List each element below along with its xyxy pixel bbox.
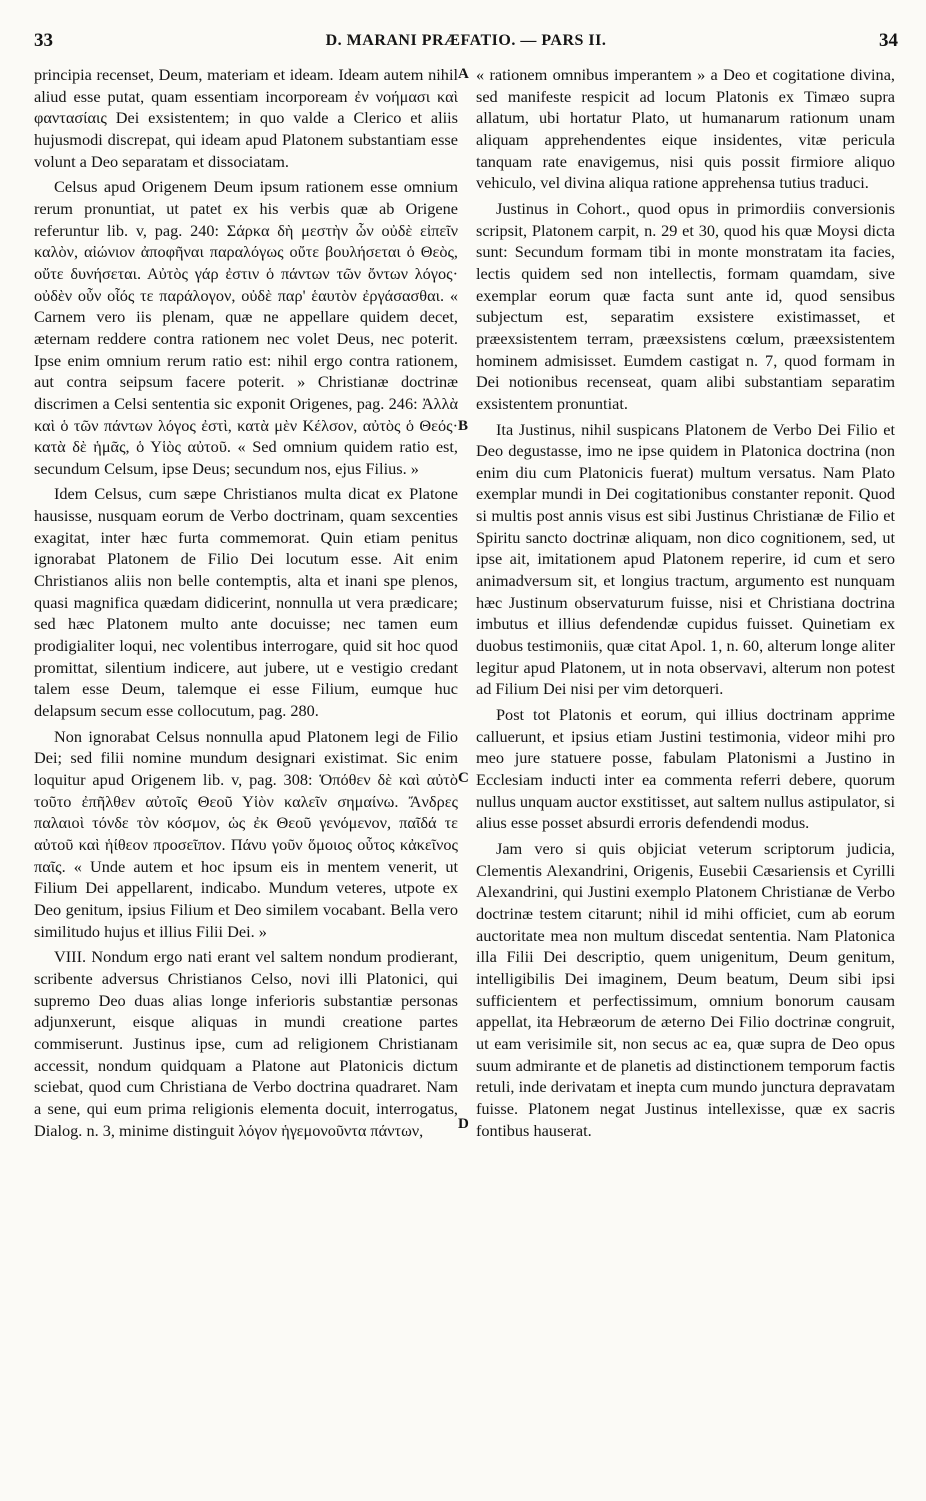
right-paragraph-1: « rationem omnibus imperantem » a Deo et cogitatione divina, sed manifeste respicit ad locum Platonis ex Timæo supra allatum, ubi hortatur Plato, ut humanarum rationum unam aliquam apprehendentes eique insidentes, vitæ pericula tanquam rate enavigemus, nisi quis possit firmiore aliquo vehiculo, vel divina aliqua ratione apprehensa tutius traduci. (476, 65, 895, 193)
left-paragraph-1: principia recenset, Deum, materiam et ideam. Ideam autem nihil aliud esse putat, quam essentiam incorpoream ἐν νοήμασι καὶ φαντασίαις Dei exsistentem; in quo valde a Clerico et aliis hujusmodi discrepat, qui ideam apud Platonem substantiam esse volunt a Deo separatam et dissociatam. (34, 65, 458, 171)
right-paragraph-4: Post tot Platonis et eorum, qui illius doctrinam apprime calluerunt, et ipsius etiam Justini testimonia, videor mihi pro meo jure statuere posse, fabulam Platonismi a Justino in Ecclesiam inducti inter ea commenta referri debere, quorum nullus unquam auctor exstitisset, aut saltem nullus astipulator, si alius esse posset absurdi erroris defendendi modus. (476, 705, 895, 833)
margin-marker-b: B (458, 418, 469, 434)
right-paragraph-2: Justinus in Cohort., quod opus in primordiis conversionis scripsit, Platonem carpit, n. 29 et 30, quod his quæ Moysi dicta sunt: Secundum formam tibi in monte monstratam ita facies, lectis quidem sed non intellectis, formam quamdam, sive exemplar eorum quæ facta sunt ante id, quod sensibus subjectum est, separatim exsistere existimasset, et præexsistentem terram, præexsistens cœlum, præexsistentem hominem admisisset. Eumdem castigat n. 7, quod formam in Dei notionibus recenseat, quam alibi substantiam separatim exsistentem pronuntiat. (476, 198, 895, 413)
margin-marker-a: A (458, 66, 469, 82)
right-paragraph-3: Ita Justinus, nihil suspicans Platonem de Verbo Dei Filio et Deo degustasse, imo ne ipse quidem in Platonica doctrina (non enim diu cum Platonicis fuerat) multum versatus. Nam Plato exemplar mundi in Dei cogitationibus constanter reponit. Quod si multis post annis visus est sibi Justinus Christianæ de Filio et Spiritu sancto doctrinæ aliquam, non dico cognitionem, sed, ut ipse ait, imitationem apud Platonem reperire, id cum et sero animadversum sit, et longius tractum, argumento est nunquam hæc Justinum observaturum fuisse, nisi et Christiana doctrina imbutus et illius defendendæ cupidus fuisset. Quinetiam ex duobus testimoniis, quæ citat Apol. 1, n. 60, alterum longe aliter legitur apud Platonem, ut in nota observavi, alterum non potest ad Filium Dei nisi per vim detorqueri. (476, 419, 895, 699)
running-title: D. MARANI PRÆFATIO. — PARS II. (325, 32, 607, 49)
margin-marker-d: D (458, 1116, 469, 1132)
page-header (34, 30, 898, 56)
left-paragraph-3: Idem Celsus, cum sæpe Christianos multa dicat ex Platone hausisse, nusquam eorum de Verbo doctrinam, quam sexcenties exagitat, inter hæc furta commemorat. Quin etiam penitus ignorabat Platonem de Filio Dei locutum esse. Ait enim Christianos aliis non belle contemptis, alta et inani spe plenos, quasi magnifica quædam didicerint, nonnulla ut vera prædicare; sed hæc Platonem multo ante docuisse; nec tamen eum prodigialiter loqui, nec volentibus interrogare, quid sit hoc quod promittat, silentium indicere, aut jubere, ut e vestigio credant talem esse Deum, talemque ei esse Filium, eumque huc delapsum secum esse collocutum, pag. 280. (34, 484, 458, 721)
left-paragraph-2: Celsus apud Origenem Deum ipsum rationem esse omnium rerum pronuntiat, ut patet ex his verbis quæ ab Origene referuntur lib. v, pag. 240: Σάρκα δὴ μεστὴν ὧν οὐδὲ εἰπεῖν καλὸν, αἰώνιον ἀποφῆναι παραλόγως οὔτε βουλήσεται ὁ Θεὸς, οὔτε δυνήσεται. Αὐτὸς γάρ ἐστιν ὁ πάντων τῶν ὄντων λόγος· οὐδὲν οὖν οἷός τε παράλογον, οὐδὲ παρ' ἑαυτὸν ἐργάσασθαι. « Carnem vero iis plenam, quæ ne appellare quidem decet, æternam reddere contra rationem nec volet Deus, nec poterit. Ipse enim omnium rerum ratio est: nihil ergo contra rationem, aut contra seipsum facere poterit. » Christianæ doctrinæ discrimen a Celsi sententia sic exponit Origenes, pag. 246: Ἀλλὰ καὶ ὁ τῶν πάντων λόγος ἐστὶ, κατὰ μὲν Κέλσον, αὐτὸς ὁ Θεός· κατὰ δὲ ἡμᾶς, ὁ Υἱὸς αὐτοῦ. « Sed omnium quidem ratio est, secundum Celsum, ipse Deus; secundum nos, ejus Filius. » (34, 177, 458, 478)
left-paragraph-4: Non ignorabat Celsus nonnulla apud Platonem legi de Filio Dei; sed filii nomine mundum designari existimat. Sic enim loquitur apud Origenem lib. v, pag. 308: Ὁπόθεν δὲ καὶ αὐτὸ τοῦτο ἐπῆλθεν αὐτοῖς Θεοῦ Υἱὸν καλεῖν σημαίνω. Ἄνδρες παλαιοὶ τόνδε τὸν κόσμον, ὡς ἐκ Θεοῦ γενόμενον, παῖδά τε αὐτοῦ καὶ ἡίθεον προσεῖπον. Πάνυ γοῦν ὅμοιος οὗτος κἀκεῖνος παῖς. « Unde autem et hoc ipsum eis in mentem venerit, ut Filium Dei appellarent, indicabo. Mundum veteres, utpote ex Deo genitum, ipsius Filium et Deo similem vocabant. Bella vero similitudo hujus et illius Filii Dei. » (34, 726, 458, 941)
right-column (476, 64, 895, 1141)
margin-marker-c: C (458, 770, 469, 786)
page-number-left: 33 (34, 30, 53, 51)
left-paragraph-5: VIII. Nondum ergo nati erant vel saltem nondum prodierant, scribente adversus Christianos Celso, novi illi Platonici, qui supremo Deo duas alias longe inferioris substantiæ personas adjunxerunt, eisque aliquas in mundi creatione partes commiserunt. Justinus ipse, cum ad religionem Christianam accessit, nondum quidquam a Platone aut Platonicis dictum sciebat, quod cum Christiana de Verbo doctrina quadraret. Nam a sene, qui eum prima religionis elementa docuit, interrogatus, Dialog. n. 3, minime distinguit λόγον ἡγεμονοῦντα πάντων, (34, 947, 458, 1140)
left-column (34, 64, 458, 1141)
page-number-right: 34 (879, 30, 898, 51)
right-paragraph-5: Jam vero si quis objiciat veterum scriptorum judicia, Clementis Alexandrini, Origenis, Eusebii Cæsariensis et Cyrilli Alexandrini, qui Justini exemplo Platonem Christianæ de Verbo doctrinæ testem citarunt; nihil id mihi officiet, cum ab eorum auctoritate mea non multum discedat sententia. Nam Platonica illa Filii Dei descriptio, quem unigenitum, Deum genitum, intelligibilis Dei imaginem, Deum beatum, Deum sibi ipsi sufficientem et perfectissimum, omnium bonorum causam appellat, ita Hebræorum de æterno Dei Filio doctrinæ congruit, ut eam verisimile sit, non secus ac ea, quæ supra de Deo opus suum admirante et de planetis ad distinctionem temporum factis retuli, inde derivatam et inepta cum mundo junctura depravatam fuisse. Platonem negat Justinus intellexisse, quæ ex sacris fontibus hauserat. (476, 838, 895, 1140)
